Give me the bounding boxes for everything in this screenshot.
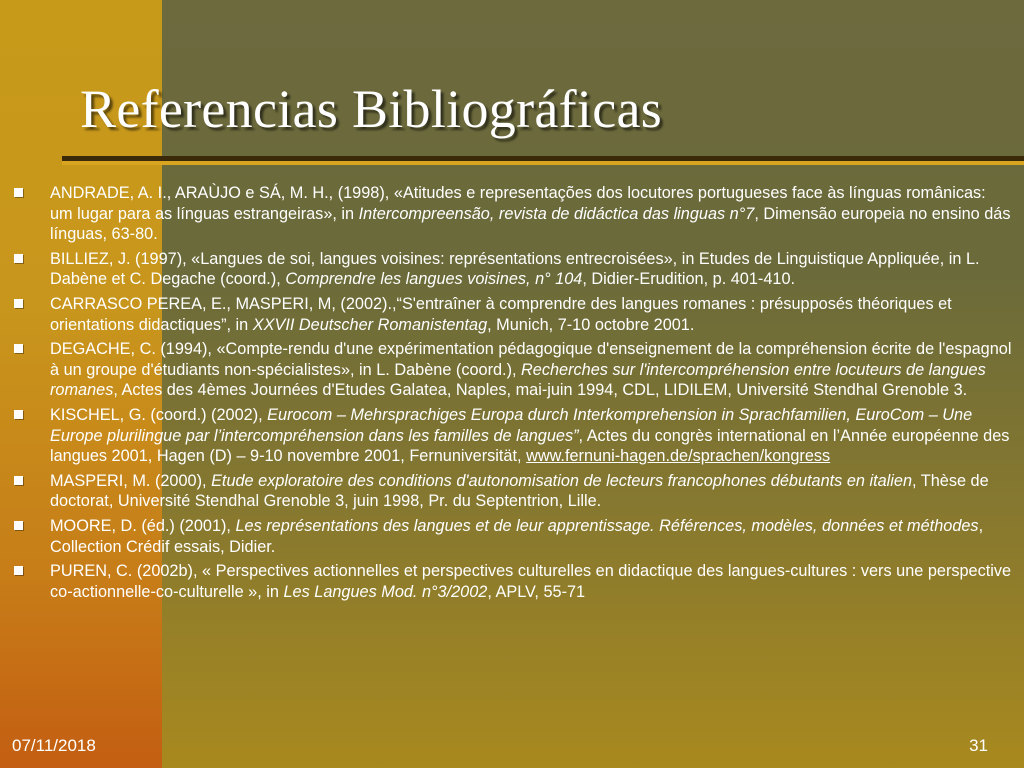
reference-text: ANDRADE, A. I., ARAÙJO e SÁ, M. H., (1998), «Atitudes e representações dos locutores portugueses face às línguas românicas: um lugar para as línguas estrangeiras», in	[50, 184, 986, 223]
square-bullet-icon	[14, 521, 23, 530]
square-bullet-icon	[14, 299, 23, 308]
reference-item-kischel	[14, 405, 1012, 467]
reference-text: , Didier-Erudition, p. 401-410.	[582, 270, 796, 289]
title-rule-gold	[62, 161, 1024, 165]
reference-text: , Actes du congrès international en l’Année européenne des langues 2001, Hagen (D) – 9-10 novembre 2001, Fernuniversität,	[50, 426, 1010, 466]
reference-text: , Thèse de doctorat, Université Stendhal Grenoble 3, juin 1998, Pr. du Septentrion, Lille.	[50, 471, 989, 511]
square-bullet-icon	[14, 476, 23, 485]
square-bullet-icon	[14, 254, 23, 263]
reference-text: , Dimensão europeia no ensino dás línguas, 63-80.	[50, 204, 1011, 244]
reference-italic-title: XXVII Deutscher Romanistentag	[252, 315, 488, 334]
reference-italic-title: Comprendre les langues voisines, n° 104	[285, 270, 583, 289]
reference-text: PUREN, C. (2002b), « Perspectives actionnelles et perspectives culturelles en didactique des langues-cultures : vers une perspective co-actionnelle-co-culturelle », in	[50, 562, 1012, 601]
kongress-link[interactable]: www.fernuni-hagen.de/sprachen/kongress	[526, 447, 831, 466]
reference-item-puren	[14, 561, 1012, 602]
footer-date: 07/11/2018	[12, 736, 96, 755]
reference-item-andrade	[14, 183, 1012, 245]
reference-text: BILLIEZ, J. (1997), «Langues de soi, langues voisines: représentations entrecroisées», in Etudes de Linguistique Appliquée, in L. Dabène et C. Degache (coord.),	[50, 249, 980, 289]
reference-item-moore	[14, 516, 1012, 557]
reference-item-masperi	[14, 471, 1012, 512]
reference-text: , Collection Crédif essais, Didier.	[50, 516, 984, 556]
reference-text: MOORE, D. (éd.) (2001),	[50, 516, 236, 535]
square-bullet-icon	[14, 566, 23, 575]
reference-italic-title: Recherches sur l'intercompréhension entre locuteurs de langues romanes	[50, 360, 986, 400]
reference-text: CARRASCO PEREA, E., MASPERI, M, (2002).,“S'entraîner à comprendre des langues romanes : présupposés théoriques et orientations didactiques”, in	[50, 294, 952, 334]
reference-text: , Actes des 4èmes Journées d'Etudes Galatea, Naples, mai-juin 1994, CDL, LIDILEM, Université Stendhal Grenoble 3.	[113, 381, 968, 400]
slide-title: Referencias Bibliográficas	[80, 79, 663, 139]
reference-item-degache	[14, 339, 1012, 401]
reference-text: DEGACHE, C. (1994), «Compte-rendu d'une expérimentation pédagogique d'enseignement de la compréhension écrite de l'espagnol à un groupe d'étudiants non-spécialistes», in L. Dabène (coord.),	[50, 340, 1012, 379]
square-bullet-icon	[14, 410, 23, 419]
reference-italic-title: Intercompreensão, revista de didáctica das linguas n°7	[358, 204, 755, 223]
reference-italic-title: Les Langues Mod. n°3/2002	[283, 582, 488, 601]
square-bullet-icon	[14, 188, 23, 197]
reference-text: , APLV, 55-71	[487, 582, 586, 601]
reference-text: KISCHEL, G. (coord.) (2002),	[50, 405, 268, 424]
reference-italic-title: Eurocom – Mehrsprachiges Europa durch Interkomprehension in Sprachfamilien, EuroCom – Une Europe plurilingue par l’intercompréhension dans les familles de langues”	[50, 405, 973, 445]
reference-text: , Munich, 7-10 octobre 2001.	[487, 315, 695, 334]
page-number: 31	[969, 736, 988, 755]
reference-list	[14, 183, 1012, 606]
reference-italic-title: Les représentations des langues et de leur apprentissage. Références, modèles, données et méthodes	[235, 516, 979, 535]
reference-item-carrasco	[14, 294, 1012, 335]
reference-text: MASPERI, M. (2000),	[50, 471, 212, 490]
reference-item-billiez	[14, 249, 1012, 290]
reference-italic-title: Etude exploratoire des conditions d'autonomisation de lecteurs francophones débutants en italien	[211, 471, 913, 490]
square-bullet-icon	[14, 344, 23, 353]
